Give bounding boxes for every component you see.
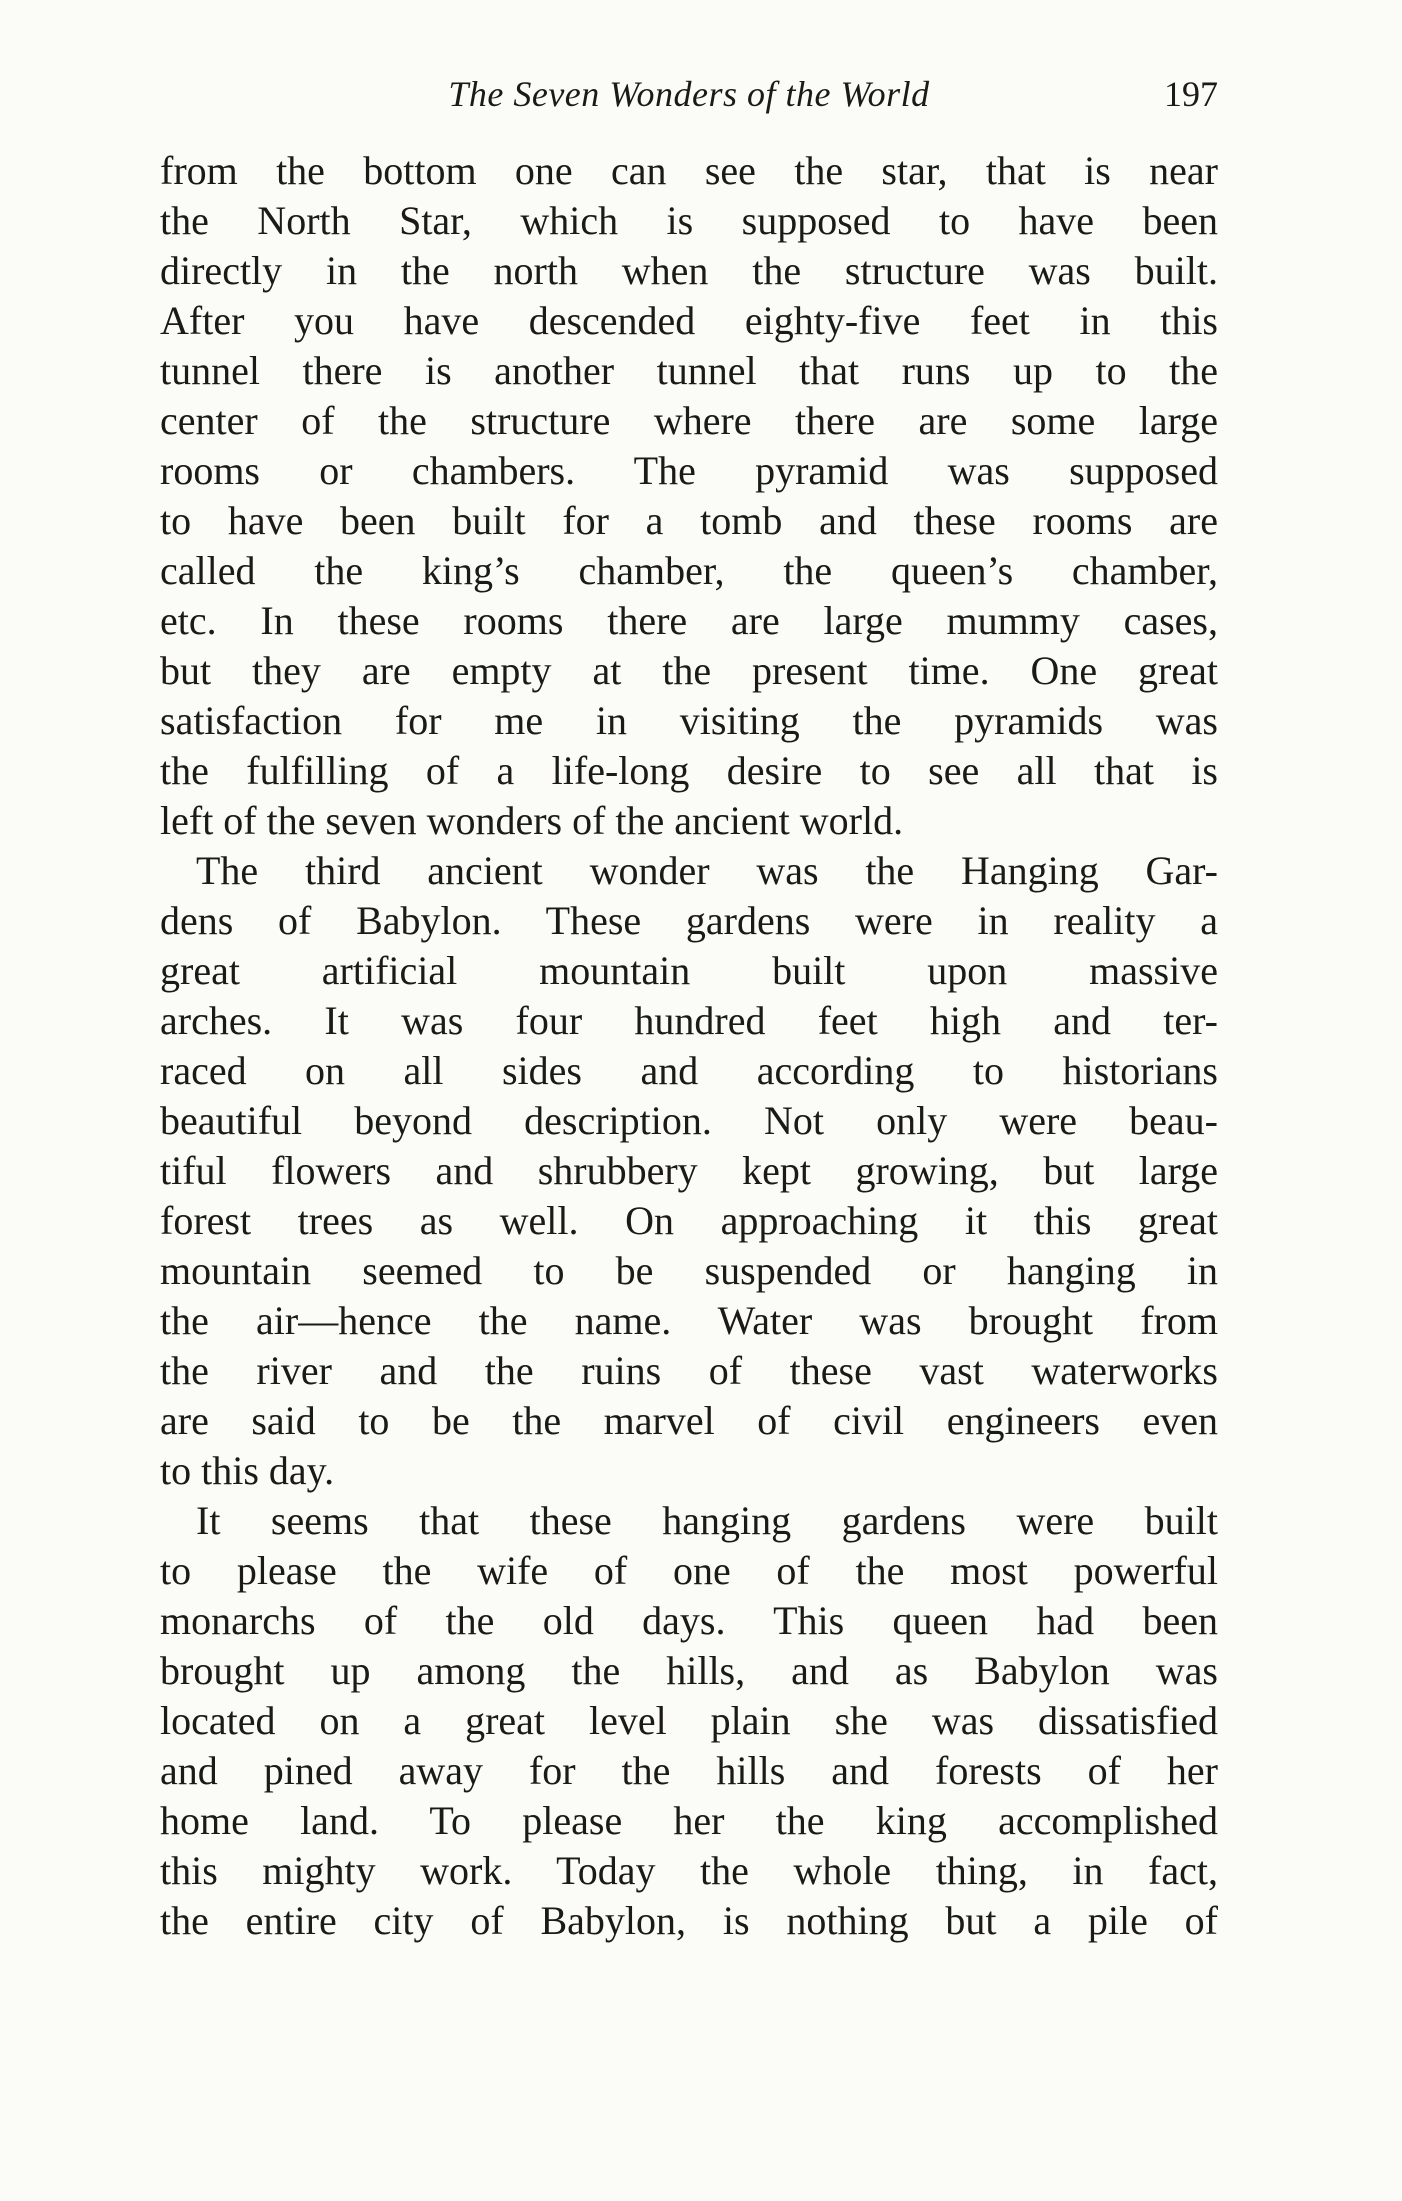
text-block [160, 70, 1218, 1946]
text-line: called the king’s chamber, the queen’s chamber, [160, 548, 1218, 593]
text-line: but they are empty at the present time. One great [160, 648, 1218, 693]
text-line: the fulfilling of a life-long desire to see all that is [160, 748, 1218, 793]
text-line: to have been built for a tomb and these rooms are [160, 498, 1218, 543]
text-line: home land. To please her the king accomplished [160, 1798, 1218, 1843]
text-line: this mighty work. Today the whole thing, in fact, [160, 1848, 1218, 1893]
text-line: After you have descended eighty-five feet in this [160, 298, 1218, 343]
text-line: the entire city of Babylon, is nothing but a pile of [160, 1898, 1218, 1943]
text-line: great artificial mountain built upon massive [160, 948, 1218, 993]
text-line: the river and the ruins of these vast waterworks [160, 1348, 1218, 1393]
page-body [160, 146, 1218, 1946]
text-line: dens of Babylon. These gardens were in reality a [160, 898, 1218, 943]
text-line: the air—hence the name. Water was brought from [160, 1298, 1218, 1343]
running-header-title: The Seven Wonders of the World [448, 74, 930, 114]
text-line: tunnel there is another tunnel that runs up to the [160, 348, 1218, 393]
paragraph [160, 1496, 1218, 1946]
text-line: from the bottom one can see the star, that is near [160, 148, 1218, 193]
text-line: center of the structure where there are some large [160, 398, 1218, 443]
running-header [160, 70, 1218, 122]
text-line: monarchs of the old days. This queen had been [160, 1598, 1218, 1643]
text-line: raced on all sides and according to historians [160, 1048, 1218, 1093]
text-line: mountain seemed to be suspended or hanging in [160, 1248, 1218, 1293]
paragraph [160, 146, 1218, 846]
text-line: tiful flowers and shrubbery kept growing, but large [160, 1148, 1218, 1193]
text-line: forest trees as well. On approaching it this great [160, 1198, 1218, 1243]
text-line: and pined away for the hills and forests of her [160, 1748, 1218, 1793]
text-line: located on a great level plain she was dissatisfied [160, 1698, 1218, 1743]
text-line: directly in the north when the structure was built. [160, 248, 1218, 293]
text-line: left of the seven wonders of the ancient world. [160, 798, 904, 843]
text-line: It seems that these hanging gardens were built [196, 1498, 1218, 1543]
text-line: to please the wife of one of the most powerful [160, 1548, 1218, 1593]
text-line: rooms or chambers. The pyramid was supposed [160, 448, 1218, 493]
text-line: beautiful beyond description. Not only were beau- [160, 1098, 1218, 1143]
text-line: are said to be the marvel of civil engineers even [160, 1398, 1218, 1443]
text-line: The third ancient wonder was the Hanging Gar- [196, 848, 1218, 893]
paragraph [160, 846, 1218, 1496]
text-line: to this day. [160, 1448, 335, 1493]
text-line: brought up among the hills, and as Babylon was [160, 1648, 1218, 1693]
text-line: etc. In these rooms there are large mummy cases, [160, 598, 1218, 643]
text-line: the North Star, which is supposed to have been [160, 198, 1218, 243]
page-number: 197 [1164, 74, 1218, 114]
text-line: satisfaction for me in visiting the pyramids was [160, 698, 1218, 743]
text-line: arches. It was four hundred feet high and ter- [160, 998, 1218, 1043]
